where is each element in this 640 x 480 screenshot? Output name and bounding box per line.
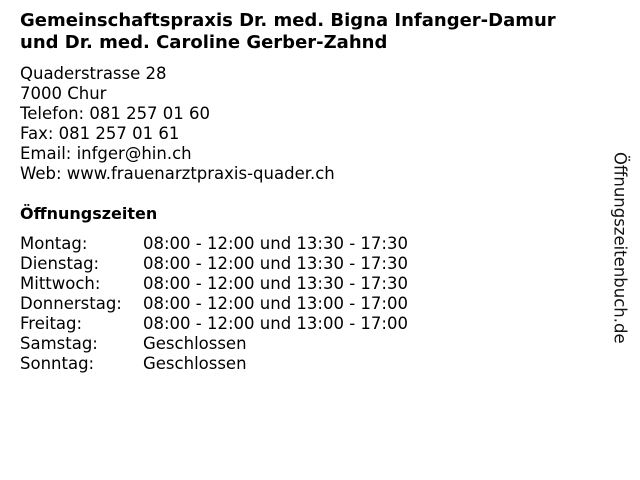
hours-time: 08:00 - 12:00 und 13:30 - 17:30 [143, 254, 408, 273]
hours-row [20, 334, 408, 354]
hours-day: Freitag: [20, 314, 83, 333]
website-address: Web: www.frauenarztpraxis-quader.ch [20, 164, 335, 183]
title-line-1: Gemeinschaftspraxis Dr. med. Bigna Infanger-Damur [20, 10, 556, 31]
hours-time: Geschlossen [143, 334, 247, 353]
hours-row [20, 314, 408, 334]
title-line-2: und Dr. med. Caroline Gerber-Zahnd [20, 32, 388, 53]
hours-time: 08:00 - 12:00 und 13:00 - 17:00 [143, 294, 408, 313]
contact-block [20, 64, 335, 184]
hours-time: Geschlossen [143, 354, 247, 373]
hours-day: Dienstag: [20, 254, 100, 273]
hours-day: Sonntag: [20, 354, 95, 373]
hours-time: 08:00 - 12:00 und 13:00 - 17:00 [143, 314, 408, 333]
opening-hours-table [20, 234, 408, 374]
address-street: Quaderstrasse 28 [20, 64, 167, 83]
email-address: Email: infger@hin.ch [20, 144, 192, 163]
site-watermark [600, 132, 640, 364]
hours-time: 08:00 - 12:00 und 13:30 - 17:30 [143, 274, 408, 293]
fax-number: Fax: 081 257 01 61 [20, 124, 180, 143]
phone-number: Telefon: 081 257 01 60 [20, 104, 211, 123]
hours-row [20, 354, 408, 374]
hours-row [20, 274, 408, 294]
opening-hours-heading: Öffnungszeiten [20, 204, 158, 223]
hours-day: Mittwoch: [20, 274, 101, 293]
hours-day: Samstag: [20, 334, 98, 353]
hours-row [20, 234, 408, 254]
hours-row [20, 294, 408, 314]
hours-row [20, 254, 408, 274]
hours-day: Montag: [20, 234, 88, 253]
address-city: 7000 Chur [20, 84, 107, 103]
hours-time: 08:00 - 12:00 und 13:30 - 17:30 [143, 234, 408, 253]
page-title [20, 10, 620, 54]
site-name: Öffnungszeitenbuch.de [610, 152, 630, 344]
hours-day: Donnerstag: [20, 294, 122, 313]
